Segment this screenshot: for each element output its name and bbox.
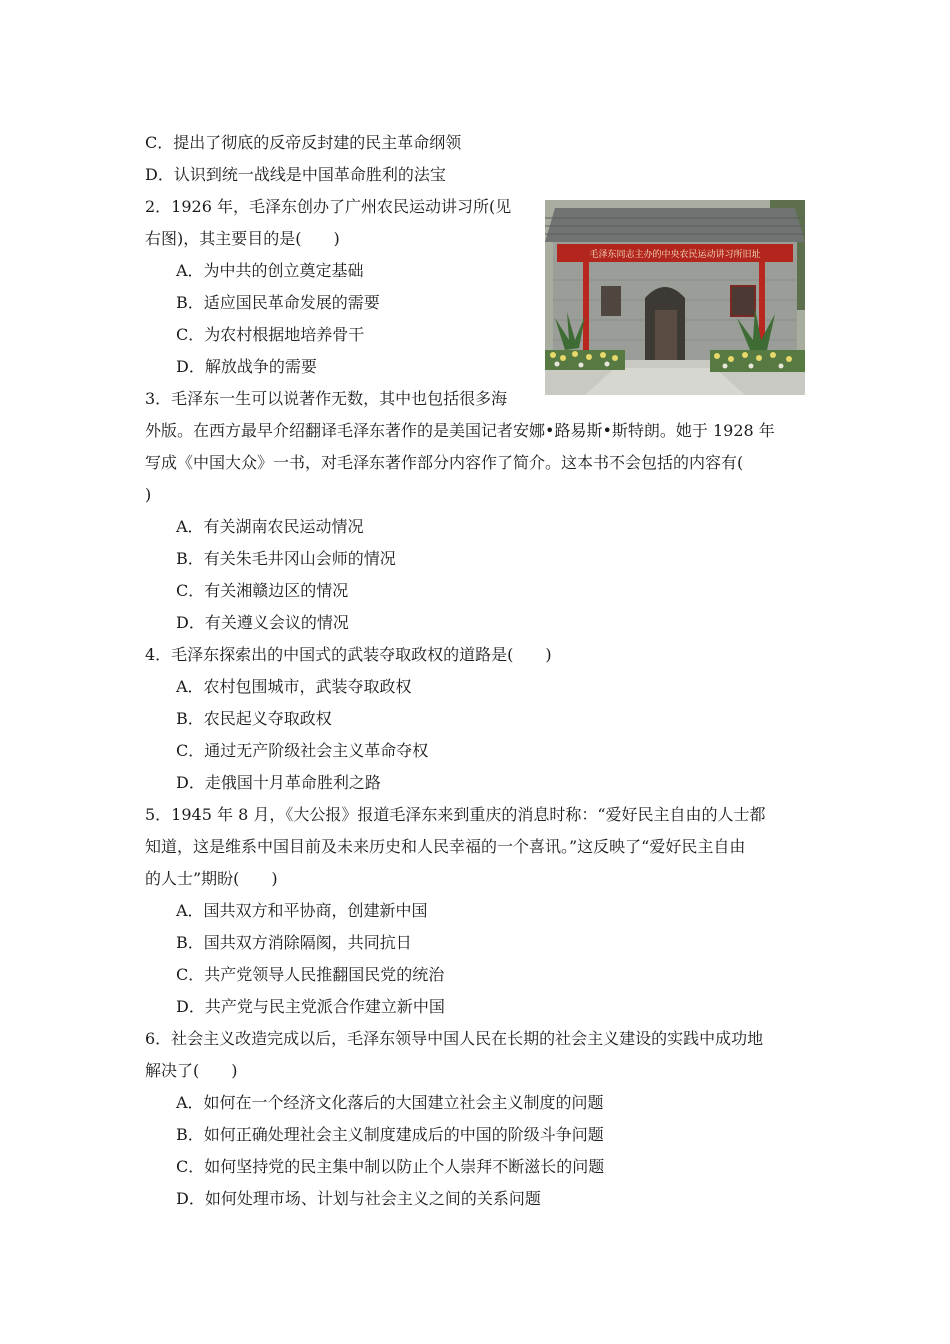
q5-stem-line3: 的人士”期盼( ) (145, 869, 278, 888)
q3-stem-line1: 3．毛泽东一生可以说著作无数，其中也包括很多海 (145, 389, 508, 408)
peasant-institute-photo (545, 200, 805, 395)
roof (545, 208, 805, 242)
q3-stem-line3: 写成《中国大众》一书，对毛泽东著作部分内容作了简介。这本书不会包括的内容有( (145, 453, 744, 472)
q4-option-a: A．农村包围城市，武装夺取政权 (176, 677, 412, 696)
q2-option-d: D．解放战争的需要 (176, 357, 317, 376)
q6-option-a: A．如何在一个经济文化落后的大国建立社会主义制度的问题 (176, 1093, 604, 1112)
q2-stem-line1: 2．1926 年，毛泽东创办了广州农民运动讲习所(见 (145, 197, 512, 216)
q5-option-d: D．共产党与民主党派合作建立新中国 (176, 997, 445, 1016)
q2-stem-line2: 右图)，其主要目的是( ) (145, 229, 340, 248)
q6-stem-line2: 解决了( ) (145, 1061, 238, 1080)
q3-option-a: A．有关湖南农民运动情况 (176, 517, 364, 536)
window-left (601, 286, 621, 316)
q3-stem-line4: ) (145, 485, 152, 504)
q3-option-c: C．有关湘赣边区的情况 (176, 581, 349, 600)
door-interior (655, 310, 677, 365)
q4-option-b: B．农民起义夺取政权 (176, 709, 332, 728)
q2-option-c: C．为农村根据地培养骨干 (176, 325, 365, 344)
q4-option-d: D．走俄国十月革命胜利之路 (176, 773, 381, 792)
q3-option-d: D．有关遵义会议的情况 (176, 613, 349, 632)
banner-calligraphy: 毛泽东同志主办的中央农民运动讲习所旧址 (589, 250, 761, 260)
q2-option-b: B．适应国民革命发展的需要 (176, 293, 380, 312)
q5-option-c: C．共产党领导人民推翻国民党的统治 (176, 965, 445, 984)
q6-option-d: D．如何处理市场、计划与社会主义之间的关系问题 (176, 1189, 541, 1208)
q6-stem-line1: 6．社会主义改造完成以后，毛泽东领导中国人民在长期的社会主义建设的实践中成功地 (145, 1029, 764, 1048)
q6-option-c: C．如何坚持党的民主集中制以防止个人崇拜不断滋长的问题 (176, 1157, 605, 1176)
peasant-institute-photo-drawing (545, 200, 805, 395)
q6-option-b: B．如何正确处理社会主义制度建成后的中国的阶级斗争问题 (176, 1125, 604, 1144)
q1-option-c: C．提出了彻底的反帝反封建的民主革命纲领 (145, 133, 462, 152)
q3-stem-line2: 外版。在西方最早介绍翻译毛泽东著作的是美国记者安娜•路易斯•斯特朗。她于 1928 年 (145, 421, 775, 440)
q5-stem-line2: 知道，这是维系中国目前及未来历史和人民幸福的一个喜讯。”这反映了“爱好民主自由 (145, 837, 746, 856)
q4-option-c: C．通过无产阶级社会主义革命夺权 (176, 741, 429, 760)
window-right (731, 286, 755, 316)
q2-option-a: A．为中共的创立奠定基础 (176, 261, 364, 280)
q5-option-a: A．国共双方和平协商，创建新中国 (176, 901, 428, 920)
q4-stem: 4．毛泽东探索出的中国式的武装夺取政权的道路是( ) (145, 645, 552, 664)
q5-option-b: B．国共双方消除隔阂，共同抗日 (176, 933, 412, 952)
q1-option-d: D．认识到统一战线是中国革命胜利的法宝 (145, 165, 446, 184)
q5-stem-line1: 5．1945 年 8 月，《大公报》报道毛泽东来到重庆的消息时称：“爱好民主自由的人士都 (145, 805, 766, 824)
q3-option-b: B．有关朱毛井冈山会师的情况 (176, 549, 396, 568)
